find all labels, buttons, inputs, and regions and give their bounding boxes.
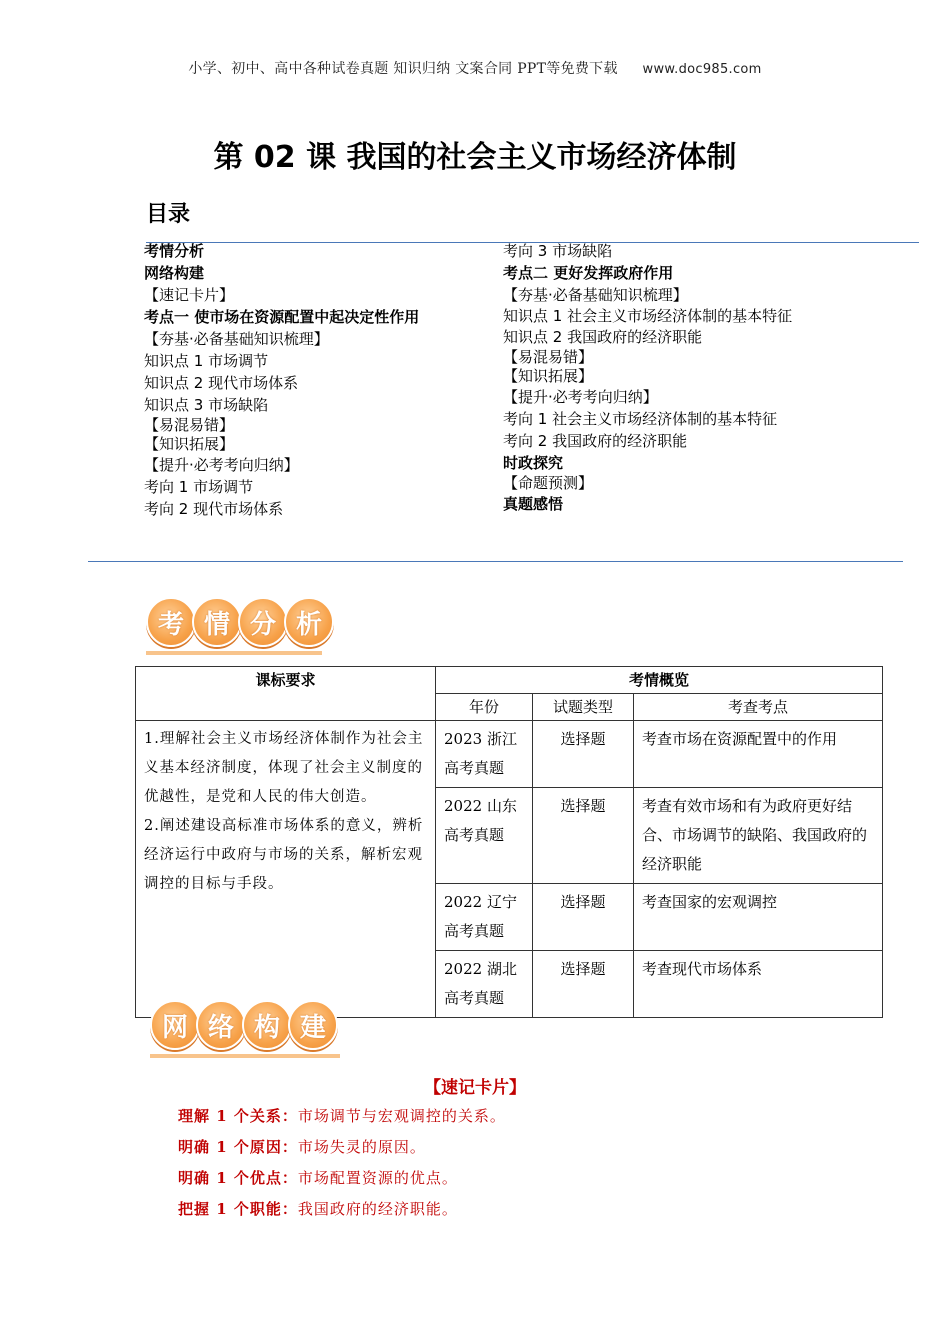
header-text: 小学、初中、高中各种试卷真题 知识归纳 文案合同 PPT等免费下载 bbox=[188, 61, 618, 77]
header-site-link[interactable]: www.doc985.com bbox=[642, 62, 762, 77]
toc-left-column bbox=[144, 240, 484, 520]
toc-item[interactable]: 真题感悟 bbox=[503, 495, 564, 513]
toc-item[interactable]: 【命题预测】 bbox=[503, 474, 594, 492]
table-row-year: 2022 山东高考真题 bbox=[436, 788, 533, 884]
card-line bbox=[178, 1105, 506, 1126]
toc-bottom-rule bbox=[88, 561, 903, 562]
badge-char: 分 bbox=[238, 597, 288, 647]
card-line-key: 把握 1 个职能： bbox=[178, 1200, 298, 1218]
badge-char: 络 bbox=[196, 1000, 246, 1050]
toc-item[interactable]: 【提升·必考考向归纳】 bbox=[503, 388, 658, 406]
toc-item[interactable]: 【易混易错】 bbox=[144, 416, 235, 434]
table-row-type: 选择题 bbox=[533, 951, 634, 1018]
toc-item[interactable]: 【夯基·必备基础知识梳理】 bbox=[144, 330, 329, 348]
toc-item[interactable]: 考点一 使市场在资源配置中起决定性作用 bbox=[144, 308, 420, 326]
badge-char: 情 bbox=[192, 597, 242, 647]
badge-char: 建 bbox=[288, 1000, 338, 1050]
toc-item[interactable]: 考向 1 社会主义市场经济体制的基本特征 bbox=[503, 410, 778, 428]
page-title: 第 02 课 我国的社会主义市场经济体制 bbox=[213, 140, 737, 175]
col-type: 试题类型 bbox=[533, 694, 634, 721]
card-line-value: 我国政府的经济职能。 bbox=[297, 1200, 458, 1218]
table-row-point: 考查有效市场和有为政府更好结合、市场调节的缺陷、我国政府的经济职能 bbox=[634, 788, 883, 884]
requirement-1: 1.理解社会主义市场经济体制作为社会主义基本经济制度，体现了社会主义制度的优越性，是党和人民的伟大创造。 bbox=[144, 731, 424, 805]
col-point: 考查考点 bbox=[634, 694, 883, 721]
card-title: 【速记卡片】 bbox=[424, 1078, 526, 1098]
card-line-value: 市场配置资源的优点。 bbox=[297, 1169, 458, 1187]
badge-underline bbox=[150, 1054, 340, 1058]
toc-item[interactable]: 考向 3 市场缺陷 bbox=[503, 242, 613, 260]
toc-right-column bbox=[503, 240, 843, 515]
card-line-value: 市场调节与宏观调控的关系。 bbox=[297, 1107, 506, 1125]
table-row-point: 考查现代市场体系 bbox=[634, 951, 883, 1018]
toc-item[interactable]: 【知识拓展】 bbox=[503, 367, 594, 385]
section-badge-network bbox=[150, 1000, 340, 1058]
toc-heading: 目录 bbox=[146, 202, 191, 227]
table-row-type: 选择题 bbox=[533, 788, 634, 884]
table-header-requirement: 课标要求 bbox=[136, 667, 436, 721]
toc-item[interactable]: 网络构建 bbox=[144, 264, 205, 282]
card-line-key: 理解 1 个关系： bbox=[178, 1107, 298, 1125]
card-line-value: 市场失灵的原因。 bbox=[297, 1138, 426, 1156]
toc-item[interactable]: 知识点 2 我国政府的经济职能 bbox=[503, 328, 703, 346]
requirement-2: 2.阐述建设高标准市场体系的意义，辨析经济运行中政府与市场的关系，解析宏观调控的目标与手段。 bbox=[144, 818, 424, 892]
toc-item[interactable]: 知识点 2 现代市场体系 bbox=[144, 374, 299, 392]
badge-char: 构 bbox=[242, 1000, 292, 1050]
table-header-overview: 考情概览 bbox=[436, 667, 883, 694]
table-row-year: 2022 辽宁高考真题 bbox=[436, 884, 533, 951]
toc-item[interactable]: 考向 2 现代市场体系 bbox=[144, 500, 284, 518]
card-line bbox=[178, 1198, 458, 1219]
exam-overview-table bbox=[135, 666, 883, 1018]
toc-item[interactable]: 考点二 更好发挥政府作用 bbox=[503, 264, 674, 282]
toc-item[interactable]: 时政探究 bbox=[503, 454, 564, 472]
badge-char: 考 bbox=[146, 597, 196, 647]
toc-item[interactable]: 知识点 1 市场调节 bbox=[144, 352, 269, 370]
toc-item[interactable]: 知识点 3 市场缺陷 bbox=[144, 396, 269, 414]
toc-item[interactable]: 【提升·必考考向归纳】 bbox=[144, 456, 299, 474]
table-row-type: 选择题 bbox=[533, 884, 634, 951]
toc-item[interactable]: 考情分析 bbox=[144, 242, 205, 260]
toc-item[interactable]: 【易混易错】 bbox=[503, 348, 594, 366]
card-line-key: 明确 1 个优点： bbox=[178, 1169, 298, 1187]
toc-item[interactable]: 知识点 1 社会主义市场经济体制的基本特征 bbox=[503, 307, 793, 325]
badge-char: 析 bbox=[284, 597, 334, 647]
toc-item[interactable]: 考向 2 我国政府的经济职能 bbox=[503, 432, 688, 450]
col-year: 年份 bbox=[436, 694, 533, 721]
toc-item[interactable]: 【知识拓展】 bbox=[144, 435, 235, 453]
page-header bbox=[0, 58, 950, 78]
toc-item[interactable]: 【速记卡片】 bbox=[144, 286, 235, 304]
badge-char: 网 bbox=[150, 1000, 200, 1050]
table-row-year: 2023 浙江高考真题 bbox=[436, 721, 533, 788]
card-line-key: 明确 1 个原因： bbox=[178, 1138, 298, 1156]
section-badge-analysis bbox=[146, 597, 330, 655]
table-row-year: 2022 湖北高考真题 bbox=[436, 951, 533, 1018]
badge-underline bbox=[146, 651, 322, 655]
requirement-cell bbox=[136, 721, 436, 1018]
toc-item[interactable]: 考向 1 市场调节 bbox=[144, 478, 254, 496]
card-line bbox=[178, 1136, 426, 1157]
table-row-type: 选择题 bbox=[533, 721, 634, 788]
card-line bbox=[178, 1167, 458, 1188]
table-row-point: 考查国家的宏观调控 bbox=[634, 884, 883, 951]
table-row-point: 考查市场在资源配置中的作用 bbox=[634, 721, 883, 788]
toc-item[interactable]: 【夯基·必备基础知识梳理】 bbox=[503, 286, 688, 304]
